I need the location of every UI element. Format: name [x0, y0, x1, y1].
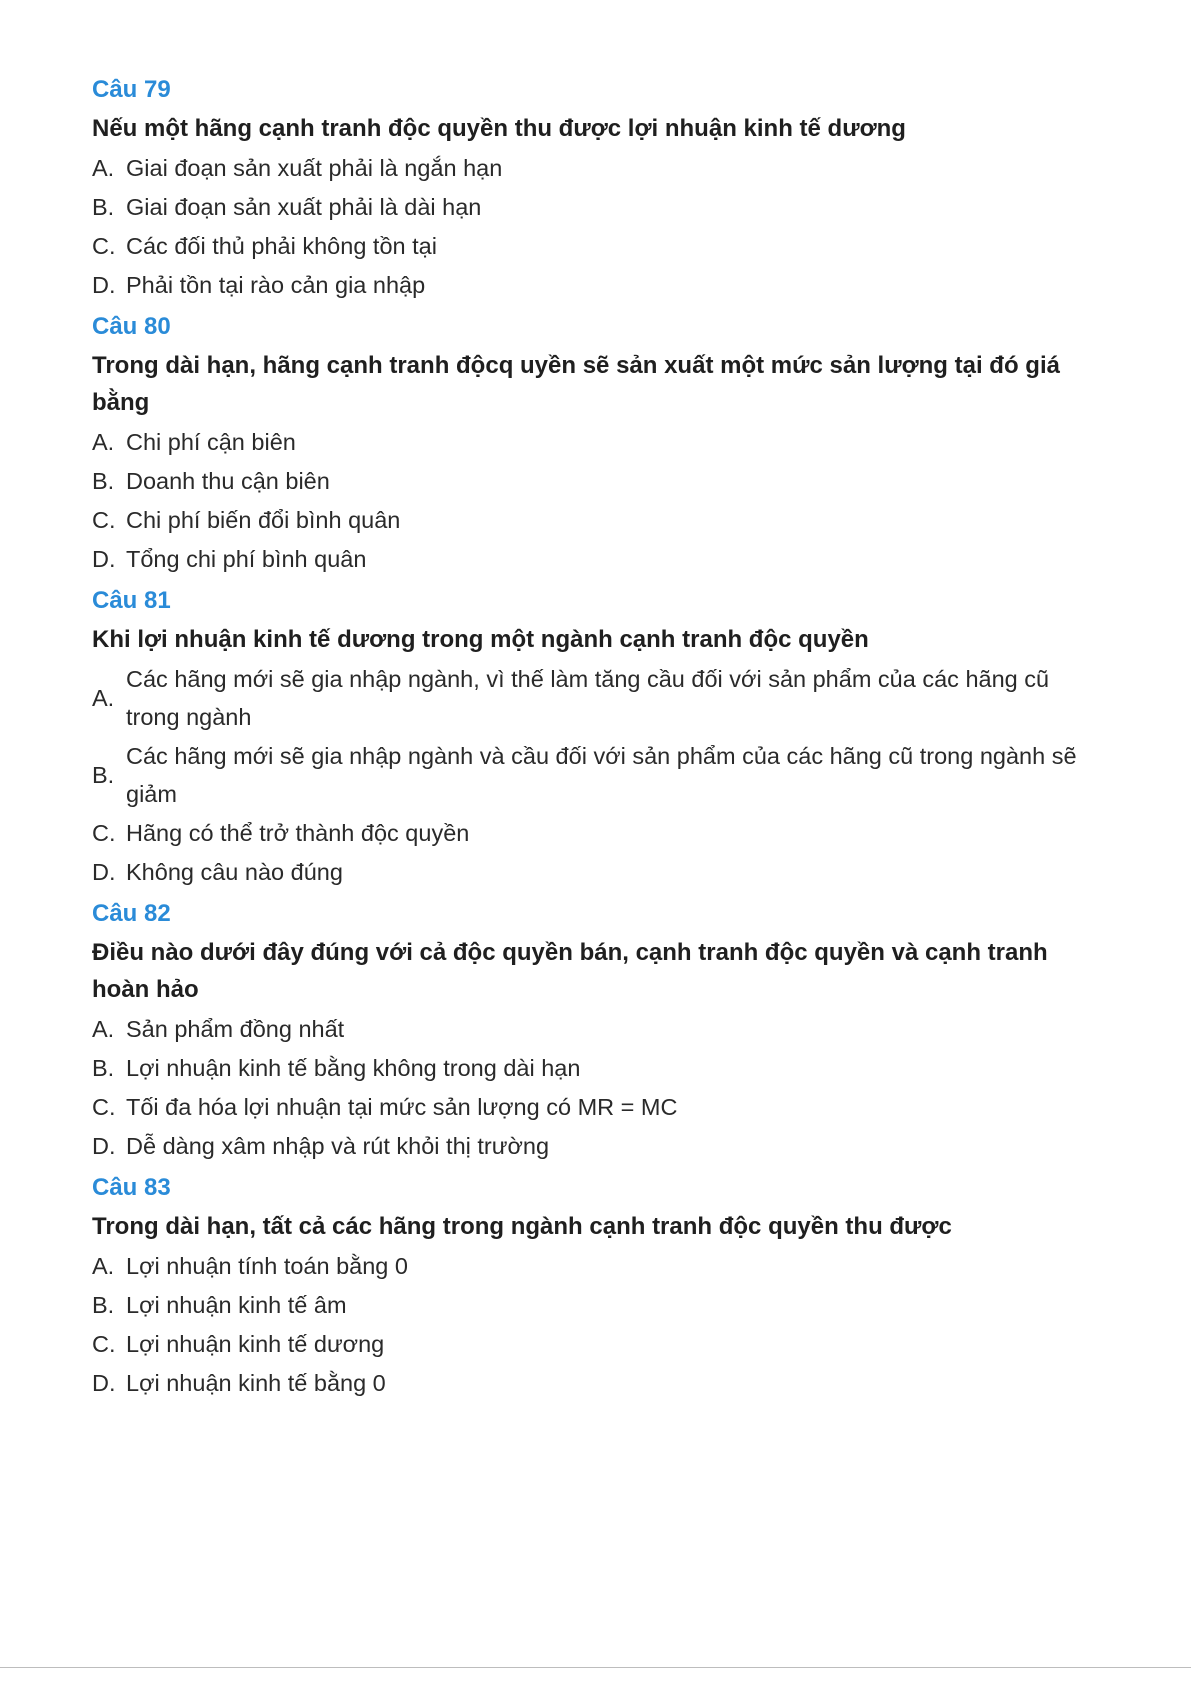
answer-option-a[interactable]	[92, 1010, 1092, 1049]
answer-options	[92, 423, 1092, 579]
question-title: Câu 80	[92, 313, 171, 340]
option-letter: C.	[92, 1331, 116, 1357]
option-text: Phải tồn tại rào cản gia nhập	[126, 272, 426, 298]
option-letter: D.	[92, 1133, 116, 1159]
answer-options	[92, 149, 1092, 305]
answer-options	[92, 1247, 1092, 1403]
option-text: Lợi nhuận kinh tế âm	[126, 1292, 347, 1318]
answer-option-b[interactable]	[92, 1286, 1092, 1325]
option-letter: B.	[92, 1292, 115, 1318]
option-text: Các hãng mới sẽ gia nhập ngành, vì thế làm tăng cầu đối với sản phẩm của các hãng cũ trong ngành	[126, 666, 1050, 730]
option-letter: B.	[92, 468, 115, 494]
option-letter: D.	[92, 272, 116, 298]
answer-option-a[interactable]	[92, 660, 1092, 736]
answer-option-a[interactable]	[92, 423, 1092, 462]
question-title: Câu 79	[92, 76, 171, 103]
option-letter: C.	[92, 507, 116, 533]
option-letter: C.	[92, 820, 116, 846]
option-letter: A.	[92, 1253, 115, 1279]
option-text: Sản phẩm đồng nhất	[126, 1016, 345, 1042]
option-text: Lợi nhuận kinh tế bằng không trong dài hạn	[126, 1055, 581, 1081]
question-text: Khi lợi nhuận kinh tế dương trong một ngành cạnh tranh độc quyền	[92, 626, 869, 653]
question-text: Nếu một hãng cạnh tranh độc quyền thu được lợi nhuận kinh tế dương	[92, 115, 906, 142]
option-text: Không câu nào đúng	[126, 859, 343, 885]
page-bottom-band	[0, 1668, 1191, 1685]
answer-option-c[interactable]	[92, 1325, 1092, 1364]
option-letter: A.	[92, 429, 115, 455]
question-81	[92, 583, 1092, 892]
answer-options	[92, 1010, 1092, 1166]
option-letter: A.	[92, 1016, 115, 1042]
answer-option-b[interactable]	[92, 1049, 1092, 1088]
option-letter: D.	[92, 546, 116, 572]
option-text: Lợi nhuận tính toán bằng 0	[126, 1253, 408, 1279]
answer-option-c[interactable]	[92, 814, 1092, 853]
option-letter: B.	[92, 1055, 115, 1081]
option-text: Lợi nhuận kinh tế dương	[126, 1331, 385, 1357]
answer-option-d[interactable]	[92, 1127, 1092, 1166]
option-text: Hãng có thể trở thành độc quyền	[126, 820, 470, 846]
answer-option-d[interactable]	[92, 540, 1092, 579]
option-text: Chi phí cận biên	[126, 429, 296, 455]
option-text: Chi phí biến đổi bình quân	[126, 507, 401, 533]
answer-option-d[interactable]	[92, 266, 1092, 305]
option-text: Giai đoạn sản xuất phải là ngắn hạn	[126, 155, 503, 181]
question-title: Câu 83	[92, 1174, 171, 1201]
option-text: Các hãng mới sẽ gia nhập ngành và cầu đối với sản phẩm của các hãng cũ trong ngành sẽ giảm	[126, 743, 1077, 807]
option-letter: D.	[92, 1370, 116, 1396]
option-text: Doanh thu cận biên	[126, 468, 330, 494]
answer-option-a[interactable]	[92, 1247, 1092, 1286]
question-text: Trong dài hạn, tất cả các hãng trong ngành cạnh tranh độc quyền thu được	[92, 1213, 952, 1240]
question-82	[92, 896, 1092, 1166]
option-letter: B.	[92, 762, 115, 788]
option-letter: C.	[92, 233, 116, 259]
answer-option-d[interactable]	[92, 1364, 1092, 1403]
option-text: Tổng chi phí bình quân	[126, 546, 367, 572]
answer-option-b[interactable]	[92, 462, 1092, 501]
option-text: Lợi nhuận kinh tế bằng 0	[126, 1370, 386, 1396]
question-80	[92, 309, 1092, 579]
option-letter: B.	[92, 194, 115, 220]
question-text: Điều nào dưới đây đúng với cả độc quyền bán, cạnh tranh độc quyền và cạnh tranh hoàn hảo	[92, 939, 1048, 1003]
question-83	[92, 1170, 1092, 1403]
question-list	[92, 72, 1092, 1403]
answer-option-d[interactable]	[92, 853, 1092, 892]
question-title: Câu 82	[92, 900, 171, 927]
option-letter: A.	[92, 685, 115, 711]
answer-option-b[interactable]	[92, 737, 1092, 813]
option-letter: C.	[92, 1094, 116, 1120]
answer-option-c[interactable]	[92, 227, 1092, 266]
answer-option-b[interactable]	[92, 188, 1092, 227]
answer-options	[92, 660, 1092, 892]
option-letter: A.	[92, 155, 115, 181]
option-text: Tối đa hóa lợi nhuận tại mức sản lượng có MR = MC	[126, 1094, 678, 1120]
answer-option-a[interactable]	[92, 149, 1092, 188]
question-title: Câu 81	[92, 587, 171, 614]
answer-option-c[interactable]	[92, 1088, 1092, 1127]
option-text: Dễ dàng xâm nhập và rút khỏi thị trường	[126, 1133, 550, 1159]
question-text: Trong dài hạn, hãng cạnh tranh độcq uyền sẽ sản xuất một mức sản lượng tại đó giá bằng	[92, 352, 1060, 416]
option-text: Giai đoạn sản xuất phải là dài hạn	[126, 194, 482, 220]
option-text: Các đối thủ phải không tồn tại	[126, 233, 437, 259]
question-79	[92, 72, 1092, 305]
answer-option-c[interactable]	[92, 501, 1092, 540]
option-letter: D.	[92, 859, 116, 885]
